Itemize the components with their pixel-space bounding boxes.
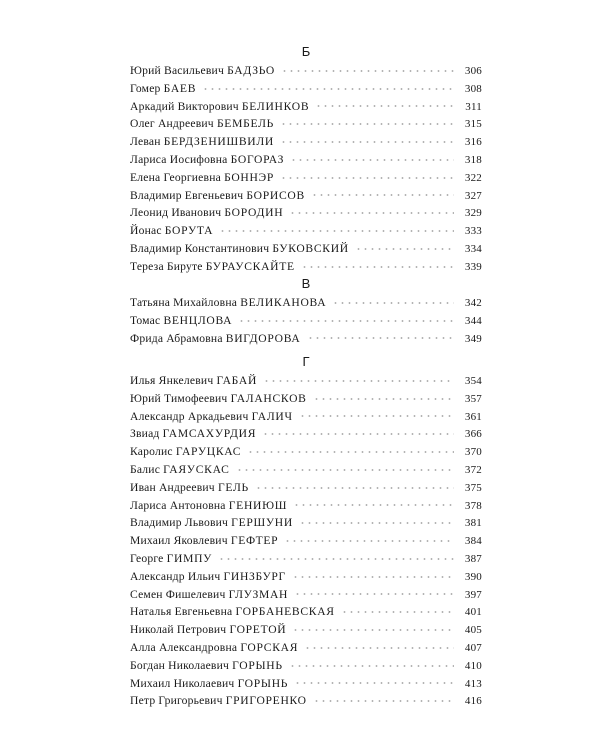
- toc-entry: [130, 204, 482, 222]
- given-name: Леонид Иванович: [130, 206, 222, 220]
- surname: ГАРУЦКАС: [175, 445, 242, 459]
- dot-leader: [299, 521, 454, 525]
- dot-leader: [307, 336, 454, 340]
- dot-leader: [294, 681, 454, 685]
- given-name: Владимир Львович: [130, 516, 229, 530]
- toc-entry: [130, 586, 482, 604]
- section-b: [130, 42, 482, 276]
- given-name: Владимир Константинович: [130, 241, 270, 255]
- given-name: Петр Григорьевич: [130, 694, 223, 708]
- given-name: Аркадий Викторович: [130, 99, 239, 113]
- page-number: 339: [464, 260, 482, 273]
- toc-entry: [130, 169, 482, 187]
- entry-list: [130, 294, 482, 347]
- dot-leader: [280, 140, 454, 144]
- person-name: [130, 151, 284, 169]
- given-name: Наталья Евгеньевна: [130, 605, 233, 619]
- dot-leader: [280, 122, 454, 126]
- surname: ВИГДОРОВА: [225, 331, 301, 345]
- person-name: [130, 675, 288, 693]
- toc-entry: [130, 408, 482, 426]
- dot-leader: [355, 247, 454, 251]
- person-name: [130, 621, 286, 639]
- surname: ГОРЫНЬ: [232, 658, 283, 672]
- given-name: Юрий Тимофеевич: [130, 391, 228, 405]
- given-name: Владимир Евгеньевич: [130, 188, 244, 202]
- surname: ГАМСАХУРДИЯ: [162, 427, 257, 441]
- surname: ВЕНЦЛОВА: [163, 313, 233, 327]
- page-number: 361: [464, 410, 482, 423]
- surname: ГАБАЙ: [216, 374, 258, 387]
- page-number: 384: [464, 535, 482, 548]
- dot-leader: [236, 468, 454, 472]
- page-number: 315: [464, 118, 482, 131]
- person-name: [130, 657, 283, 675]
- person-name: [130, 62, 275, 80]
- given-name: Леван: [130, 135, 161, 149]
- dot-leader: [247, 450, 454, 454]
- person-name: [130, 586, 288, 604]
- surname: ГОРЕТОЙ: [229, 623, 287, 637]
- person-name: [130, 312, 232, 330]
- toc-entry: [130, 461, 482, 479]
- surname: ГЕЛЬ: [217, 480, 249, 494]
- page-number: 329: [464, 207, 482, 220]
- toc-entry: [130, 514, 482, 532]
- page-number: 357: [464, 392, 482, 405]
- page-number: 397: [464, 588, 482, 601]
- page-number: 405: [464, 624, 482, 637]
- given-name: Алла Александровна: [130, 640, 238, 654]
- page-number: 378: [464, 499, 482, 512]
- given-name: Елена Георгиевна: [130, 170, 221, 184]
- surname: БОРИСОВ: [246, 188, 305, 202]
- person-name: [130, 133, 274, 151]
- entry-list: [130, 62, 482, 276]
- dot-leader: [263, 379, 454, 383]
- dot-leader: [315, 104, 454, 108]
- page-number: 401: [464, 606, 482, 619]
- toc-entry: [130, 240, 482, 258]
- person-name: [130, 258, 295, 276]
- section-g: [130, 352, 482, 710]
- toc-entry: [130, 443, 482, 461]
- given-name: Олег Андреевич: [130, 117, 214, 131]
- page-number: 390: [464, 570, 482, 583]
- given-name: Семен Фишелевич: [130, 587, 226, 601]
- dot-leader: [289, 664, 454, 668]
- dot-leader: [313, 699, 454, 703]
- person-name: [130, 443, 241, 461]
- page-number: 327: [464, 189, 482, 202]
- person-name: [130, 222, 213, 240]
- toc-entry: [130, 330, 482, 348]
- person-name: [130, 408, 293, 426]
- dot-leader: [289, 211, 454, 215]
- given-name: Александр Ильич: [130, 569, 221, 583]
- surname: БОГОРАЗ: [230, 152, 285, 166]
- dot-leader: [202, 87, 454, 91]
- surname: ГЕФТЕР: [230, 534, 279, 548]
- toc-entry: [130, 115, 482, 133]
- page-number: 407: [464, 641, 482, 654]
- person-name: [130, 330, 301, 348]
- toc-entry: [130, 675, 482, 693]
- toc-entry: [130, 98, 482, 116]
- page-number: 342: [464, 297, 482, 309]
- page-number: 306: [464, 65, 482, 77]
- dot-leader: [290, 158, 454, 162]
- surname: ГЕНИЮШ: [228, 498, 288, 512]
- surname: ГАЯУСКАС: [163, 462, 230, 476]
- dot-leader: [284, 539, 454, 543]
- page-number: 322: [464, 171, 482, 184]
- toc-entry: [130, 621, 482, 639]
- surname: ВЕЛИКАНОВА: [240, 296, 327, 309]
- surname: БОННЭР: [224, 170, 275, 184]
- page-number: 381: [464, 517, 482, 530]
- dot-leader: [293, 503, 454, 507]
- section-v: [130, 274, 482, 347]
- page-number: 410: [464, 659, 482, 672]
- person-name: [130, 372, 257, 390]
- given-name: Михаил Николаевич: [130, 676, 235, 690]
- surname: БУКОВСКИЙ: [272, 241, 349, 255]
- dot-leader: [219, 229, 454, 233]
- surname: БАДЗЬО: [227, 64, 275, 77]
- person-name: [130, 204, 283, 222]
- toc-entry: [130, 550, 482, 568]
- given-name: Балис: [130, 462, 161, 476]
- surname: БЕЛИНКОВ: [241, 99, 310, 113]
- given-name: Михаил Яковлевич: [130, 534, 228, 548]
- dot-leader: [294, 592, 454, 596]
- surname: ГАЛИЧ: [251, 409, 293, 423]
- page-number: 366: [464, 428, 482, 441]
- page-number: 311: [465, 100, 482, 113]
- dot-leader: [255, 486, 454, 490]
- page-number: 372: [464, 463, 482, 476]
- toc-entry: [130, 222, 482, 240]
- page-number: 416: [464, 695, 482, 708]
- surname: ГИНЗБУРГ: [223, 569, 286, 583]
- person-name: [130, 115, 274, 133]
- dot-leader: [301, 265, 454, 269]
- given-name: Александр Аркадьевич: [130, 409, 249, 423]
- page-number: 370: [464, 446, 482, 459]
- surname: ГЕРШУНИ: [231, 516, 293, 530]
- person-name: [130, 98, 309, 116]
- person-name: [130, 568, 286, 586]
- person-name: [130, 514, 293, 532]
- toc-entry: [130, 603, 482, 621]
- person-name: [130, 639, 298, 657]
- person-name: [130, 240, 349, 258]
- dot-leader: [281, 69, 454, 73]
- person-name: [130, 550, 212, 568]
- dot-leader: [218, 557, 454, 561]
- given-name: Юрий Васильевич: [130, 64, 224, 77]
- dot-leader: [341, 610, 454, 614]
- surname: БЕМБЕЛЬ: [216, 117, 275, 131]
- page-number: 333: [464, 225, 482, 238]
- toc-entry: [130, 425, 482, 443]
- surname: ГИМПУ: [166, 551, 213, 565]
- entry-list: [130, 372, 482, 710]
- given-name: Лариса Иосифовна: [130, 152, 228, 166]
- toc-entry: [130, 479, 482, 497]
- person-name: [130, 390, 307, 408]
- surname: БАЕВ: [163, 81, 197, 95]
- toc-entry: [130, 80, 482, 98]
- given-name: Лариса Антоновна: [130, 498, 226, 512]
- page-number: 318: [464, 153, 482, 166]
- page-number: 334: [464, 242, 482, 255]
- dot-leader: [262, 432, 454, 436]
- toc-entry: [130, 187, 482, 205]
- given-name: Гомер: [130, 81, 161, 95]
- toc-entry: [130, 497, 482, 515]
- page-number: 354: [464, 375, 482, 387]
- dot-leader: [311, 193, 454, 197]
- person-name: [130, 169, 274, 187]
- page-number: 344: [464, 314, 482, 327]
- page-number: 413: [464, 677, 482, 690]
- toc-entry: [130, 294, 482, 312]
- surname: ГАЛАНСКОВ: [230, 391, 307, 405]
- person-name: [130, 497, 287, 515]
- toc-entry: [130, 657, 482, 675]
- given-name: Тереза Бируте: [130, 259, 203, 273]
- toc-entry: [130, 372, 482, 390]
- section-letter: Б: [301, 44, 311, 59]
- person-name: [130, 461, 230, 479]
- given-name: Иван Андреевич: [130, 480, 215, 494]
- dot-leader: [280, 176, 454, 180]
- section-letter: В: [301, 276, 311, 291]
- dot-leader: [304, 646, 454, 650]
- surname: БОРУТА: [164, 224, 214, 238]
- page-number: 349: [464, 332, 482, 345]
- toc-entry: [130, 62, 482, 80]
- person-name: [130, 479, 249, 497]
- dot-leader: [299, 414, 454, 418]
- surname: БОРОДИН: [224, 206, 284, 220]
- person-name: [130, 692, 307, 710]
- toc-entry: [130, 532, 482, 550]
- given-name: Николай Петрович: [130, 623, 227, 637]
- person-name: [130, 187, 305, 205]
- toc-entry: [130, 312, 482, 330]
- person-name: [130, 294, 326, 312]
- surname: БЕРДЗЕНИШВИЛИ: [163, 135, 275, 149]
- page-number: 316: [464, 136, 482, 149]
- page-number: 387: [464, 552, 482, 565]
- surname: ГОРСКАЯ: [240, 640, 299, 654]
- given-name: Звиад: [130, 427, 160, 441]
- toc-entry: [130, 390, 482, 408]
- toc-entry: [130, 258, 482, 276]
- section-letter: Г: [302, 354, 310, 369]
- surname: ГРИГОРЕНКО: [225, 694, 307, 708]
- given-name: Татьяна Михайловна: [130, 296, 238, 309]
- given-name: Богдан Николаевич: [130, 658, 230, 672]
- toc-entry: [130, 133, 482, 151]
- dot-leader: [332, 301, 454, 305]
- surname: ГОРЫНЬ: [237, 676, 289, 690]
- surname: ГЛУЗМАН: [228, 587, 289, 601]
- toc-entry: [130, 639, 482, 657]
- toc-entry: [130, 568, 482, 586]
- given-name: Фрида Абрамовна: [130, 331, 223, 345]
- toc-entry: [130, 151, 482, 169]
- dot-leader: [238, 319, 454, 323]
- given-name: Георге: [130, 551, 164, 565]
- dot-leader: [313, 397, 454, 401]
- person-name: [130, 80, 196, 98]
- given-name: Томас: [130, 313, 161, 327]
- given-name: Каролис: [130, 445, 173, 459]
- toc-entry: [130, 692, 482, 710]
- surname: БУРАУСКАЙТЕ: [205, 259, 295, 273]
- given-name: Илья Янкелевич: [130, 374, 214, 387]
- person-name: [130, 425, 256, 443]
- dot-leader: [292, 628, 454, 632]
- given-name: Йонас: [130, 224, 162, 238]
- person-name: [130, 532, 278, 550]
- page-number: 375: [464, 481, 482, 494]
- person-name: [130, 603, 335, 621]
- dot-leader: [292, 575, 454, 579]
- surname: ГОРБАНЕВСКАЯ: [235, 605, 335, 619]
- page-number: 308: [464, 82, 482, 95]
